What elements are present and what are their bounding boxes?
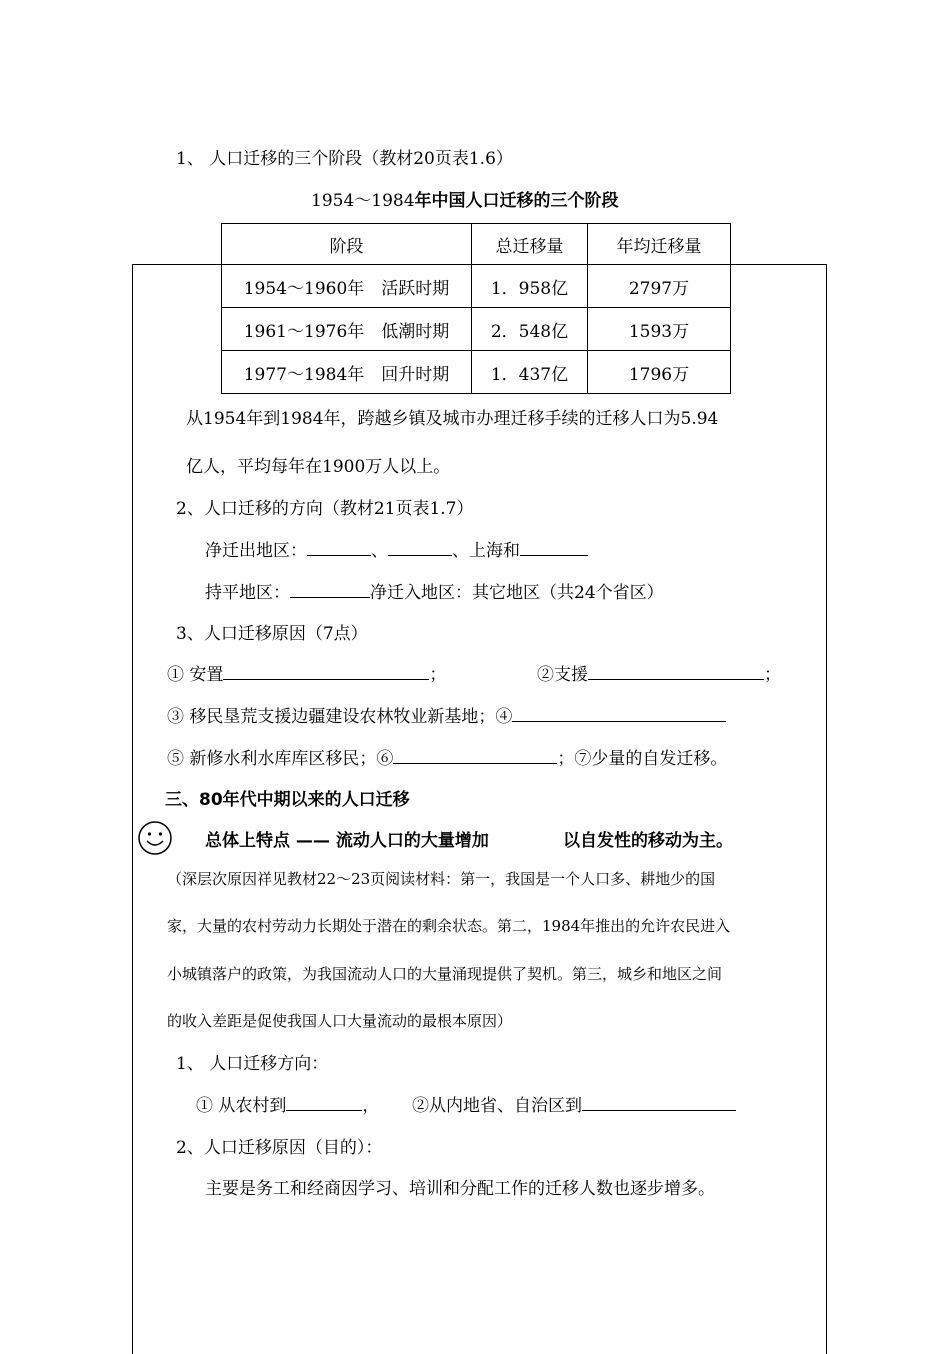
direction-2: ②从内地省、自治区到 (412, 1096, 582, 1116)
blank-reason-6[interactable] (393, 747, 557, 764)
reason-2: ②支援 (537, 665, 588, 685)
reason-1: ① 安置 (167, 665, 224, 685)
part3-heading: 三、80年代中期以来的人口迁移 (165, 790, 410, 810)
migration-stages-table (221, 223, 731, 394)
blank-direction-2[interactable] (582, 1094, 736, 1111)
cell-stage: 1961～1976年 低潮时期 (222, 308, 472, 351)
table-row (222, 308, 731, 351)
semicolon: ； (429, 665, 447, 685)
section3-heading: 3、人口迁移原因（7点） (176, 624, 368, 644)
cell-total: 1．437亿 (472, 351, 588, 394)
reason-7: ；⑦少量的自发迁移。 (557, 749, 728, 769)
balance-line (205, 578, 664, 603)
direction-heading: 1、 人口迁移方向： (176, 1054, 329, 1074)
net-out-line (205, 536, 588, 561)
blank-direction-1[interactable] (286, 1094, 362, 1111)
reading-line-4: 的收入差距是促使我国人口大量流动的最根本原因） (167, 1012, 513, 1030)
reason-line-3 (167, 702, 726, 727)
cell-annual: 1796万 (588, 351, 731, 394)
table-title (311, 186, 619, 211)
table-row (222, 351, 731, 394)
semicolon: ； (764, 665, 781, 685)
blank-reason-1[interactable] (223, 663, 429, 680)
reason-line-1 (167, 660, 446, 685)
cause-text: 主要是务工和经商因学习、培训和分配工作的迁移人数也逐步增多。 (205, 1179, 715, 1199)
header-total: 总迁移量 (472, 224, 588, 265)
table-title-text: 年中国人口迁移的三个阶段 (414, 191, 619, 211)
direction-line (196, 1091, 379, 1116)
blank-reason-4[interactable] (512, 705, 726, 722)
cell-annual: 1593万 (588, 308, 731, 351)
reason-5: ⑤ 新修水利水库库区移民；⑥ (167, 749, 394, 769)
section1-heading: 1、 人口迁移的三个阶段（教材20页表1.6） (176, 149, 513, 169)
cause-heading: 2、人口迁移原因（目的）： (176, 1138, 383, 1158)
comma: ， (362, 1096, 380, 1116)
blank-net-out-1[interactable] (307, 539, 371, 556)
paragraph-line-2: 亿人，平均每年在1900万人以上。 (186, 457, 451, 477)
smiley-face-icon (137, 820, 173, 856)
cell-total: 1．958亿 (472, 265, 588, 308)
reading-line-3: 小城镇落户的政策，为我国流动人口的大量涌现提供了契机。第三，城乡和地区之间 (167, 965, 723, 983)
cell-stage: 1977～1984年 回升时期 (222, 351, 472, 394)
table-title-years: 1954～1984 (311, 191, 415, 211)
header-annual: 年均迁移量 (588, 224, 731, 265)
cell-annual: 2797万 (588, 265, 731, 308)
blank-balance[interactable] (290, 581, 370, 598)
table-header-row (222, 224, 731, 265)
blank-net-out-3[interactable] (520, 539, 588, 556)
header-stage: 阶段 (222, 224, 472, 265)
reading-line-1: （深层次原因祥见教材22～23页阅读材料：第一，我国是一个人口多、耕地少的国 (167, 870, 716, 888)
net-out-label: 净迁出地区： (205, 541, 307, 561)
blank-net-out-2[interactable] (388, 539, 452, 556)
direction-1: ① 从农村到 (196, 1096, 287, 1116)
table-row (222, 265, 731, 308)
paragraph-line-1: 从1954年到1984年，跨越乡镇及城市办理迁移手续的迁移人口为5.94 (186, 409, 719, 429)
overall-main: 以自发性的移动为主。 (563, 831, 733, 851)
blank-reason-2[interactable] (588, 663, 764, 680)
section2-heading: 2、人口迁移的方向（教材21页表1.7） (176, 499, 474, 519)
cell-stage: 1954～1960年 活跃时期 (222, 265, 472, 308)
separator: 、 (371, 541, 388, 561)
reason-3: ③ 移民垦荒支援边疆建设农林牧业新基地；④ (167, 707, 513, 727)
net-in-text: 净迁入地区：其它地区（共24个省区） (370, 583, 664, 603)
reason-line-2 (537, 660, 781, 685)
separator: 、上海和 (452, 541, 520, 561)
balance-label: 持平地区： (205, 583, 290, 603)
reading-line-2: 家，大量的农村劳动力长期处于潜在的剩余状态。第二，1984年推出的允许农民进入 (167, 917, 731, 935)
cell-total: 2．548亿 (472, 308, 588, 351)
reason-line-5 (167, 744, 727, 769)
overall-feature: 总体上特点 —— 流动人口的大量增加 (205, 831, 489, 851)
direction-line-2 (412, 1091, 736, 1116)
